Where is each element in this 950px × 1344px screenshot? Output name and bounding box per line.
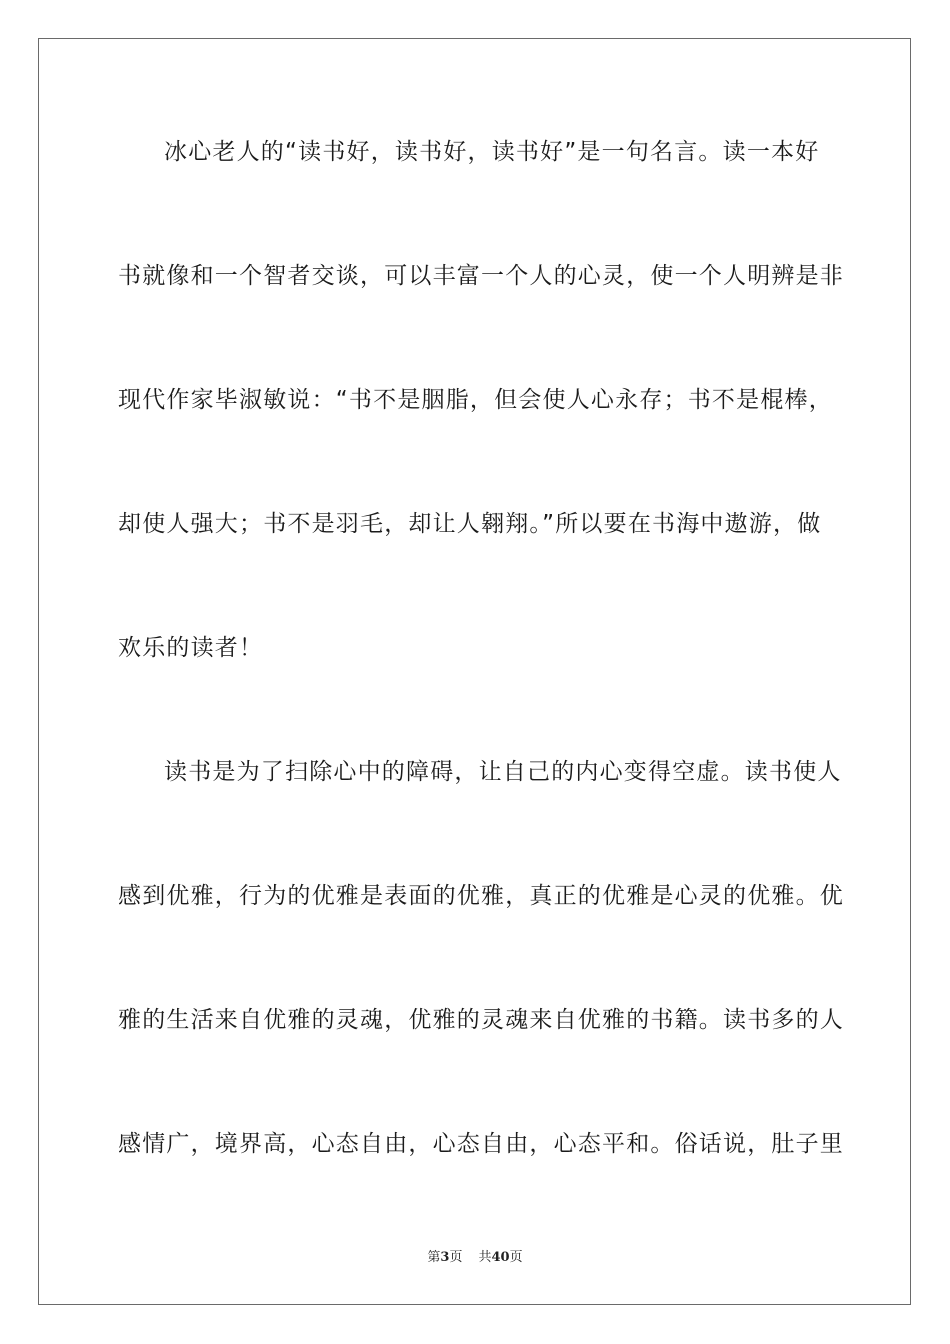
page-prefix: 第 [427, 1250, 441, 1265]
paragraph-1-line-3: 现代作家毕淑敏说：“书不是胭脂，但会使人心永存；书不是棍棒， [118, 387, 833, 413]
total-pages: 40 [491, 1250, 510, 1265]
paragraph-2-line-2: 感到优雅，行为的优雅是表面的优雅，真正的优雅是心灵的优雅。优 [118, 883, 844, 909]
page-footer [0, 1246, 950, 1265]
paragraph-2-line-3: 雅的生活来自优雅的灵魂，优雅的灵魂来自优雅的书籍。读书多的人 [118, 1007, 844, 1033]
paragraph-2-line-1: 读书是为了扫除心中的障碍，让自己的内心变得空虚。读书使人 [164, 759, 842, 785]
page-number: 3 [440, 1250, 450, 1265]
paragraph-2-line-4: 感情广，境界高，心态自由，心态自由，心态平和。俗话说，肚子里 [118, 1131, 844, 1157]
total-suffix: 页 [509, 1250, 523, 1265]
paragraph-1-line-4: 却使人强大；书不是羽毛，却让人翱翔。”所以要在书海中遨游，做 [118, 511, 822, 537]
paragraph-1-line-5: 欢乐的读者！ [118, 635, 264, 661]
total-prefix: 共 [478, 1250, 492, 1265]
page-suffix: 页 [449, 1250, 463, 1265]
page-border [38, 38, 911, 1305]
paragraph-1-line-2: 书就像和一个智者交谈，可以丰富一个人的心灵，使一个人明辨是非 [118, 263, 844, 289]
paragraph-1-line-1: 冰心老人的“读书好，读书好，读书好”是一句名言。读一本好 [164, 139, 820, 165]
